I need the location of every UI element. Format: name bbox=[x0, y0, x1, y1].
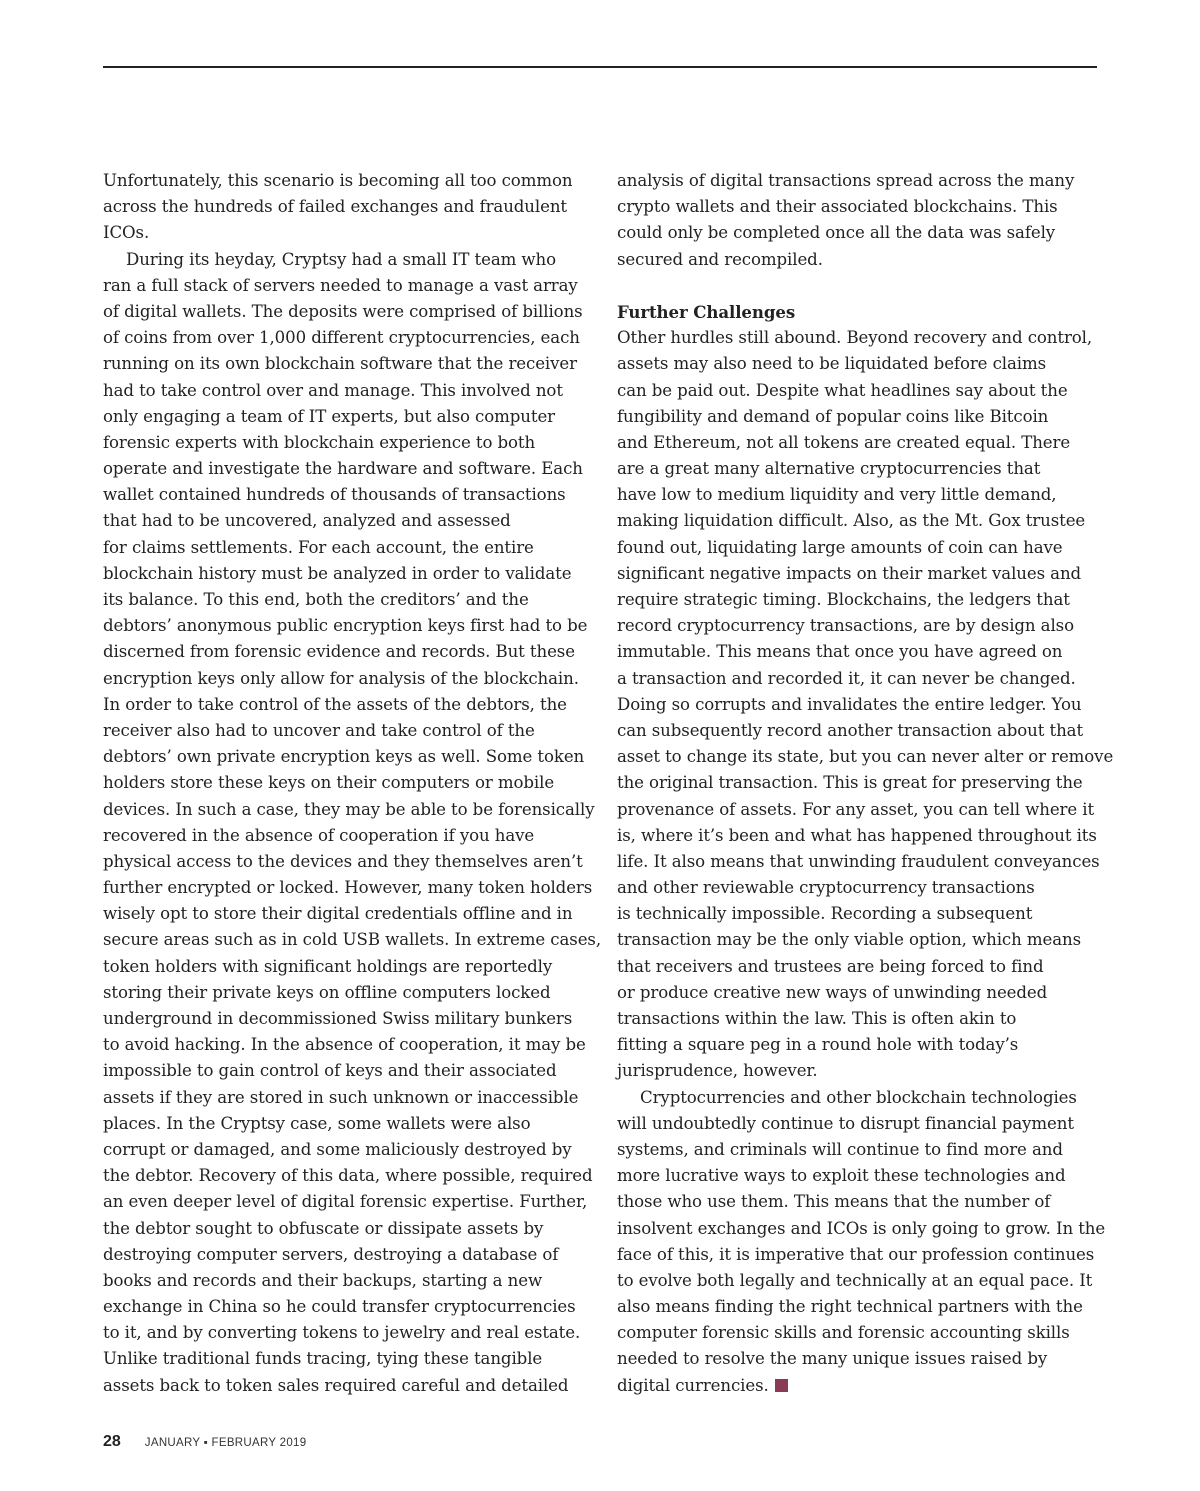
text-line: running on its own blockchain software that the receiver bbox=[103, 354, 577, 374]
text-line: can subsequently record another transaction about that bbox=[617, 720, 1084, 740]
text-line: assets may also need to be liquidated before claims bbox=[617, 354, 1047, 374]
text-line: Unfortunately, this scenario is becoming all too common bbox=[103, 171, 573, 190]
text-line: face of this, it is imperative that our profession continues bbox=[617, 1244, 1095, 1264]
text-line: exchange in China so he could transfer cryptocurrencies bbox=[103, 1297, 576, 1317]
page-footer bbox=[103, 1433, 306, 1451]
text-line: transaction may be the only viable option, which means bbox=[617, 930, 1082, 950]
text-line: debtors’ anonymous public encryption keys first had to be bbox=[103, 616, 588, 636]
text-line: secure areas such as in cold USB wallets. In extreme cases, bbox=[103, 930, 602, 950]
last-line bbox=[617, 1373, 1107, 1399]
text-line: digital currencies. bbox=[617, 1375, 769, 1395]
text-line: of digital wallets. The deposits were comprised of billions bbox=[103, 301, 583, 321]
text-line: life. It also means that unwinding fraudulent conveyances bbox=[617, 851, 1100, 871]
text-line: secured and recompiled. bbox=[617, 249, 823, 269]
paragraph-start: During its heyday, Cryptsy had a small IT team who bbox=[126, 249, 557, 269]
text-line: is technically impossible. Recording a subsequent bbox=[617, 904, 1033, 924]
text-line: recovered in the absence of cooperation if you have bbox=[103, 825, 535, 845]
text-line: a transaction and recorded it, it can never be changed. bbox=[617, 668, 1076, 688]
text-line: devices. In such a case, they may be able to be forensically bbox=[103, 799, 595, 819]
text-line: across the hundreds of failed exchanges and fraudulent bbox=[103, 197, 567, 217]
text-line: jurisprudence, however. bbox=[617, 1061, 818, 1081]
text-line: more lucrative ways to exploit these technologies and bbox=[617, 1166, 1066, 1186]
text-line: Unlike traditional funds tracing, tying these tangible bbox=[103, 1349, 543, 1369]
text-line: destroying computer servers, destroying a database of bbox=[103, 1244, 559, 1264]
text-line: underground in decommissioned Swiss military bunkers bbox=[103, 1009, 573, 1028]
right-column bbox=[617, 168, 1114, 1399]
text-line: its balance. To this end, both the creditors’ and the bbox=[103, 590, 529, 609]
text-line: significant negative impacts on their market values and bbox=[617, 563, 1082, 583]
text-line: wisely opt to store their digital credentials offline and in bbox=[103, 904, 573, 924]
text-line: are a great many alternative cryptocurrencies that bbox=[617, 459, 1041, 479]
text-line: insolvent exchanges and ICOs is only going to grow. In the bbox=[617, 1218, 1106, 1238]
text-line: could only be completed once all the data was safely bbox=[617, 223, 1056, 243]
text-line: receiver also had to uncover and take control of the bbox=[103, 720, 535, 740]
text-line: only engaging a team of IT experts, but also computer bbox=[103, 406, 556, 426]
text-line: the debtor. Recovery of this data, where possible, required bbox=[103, 1166, 593, 1186]
text-line: to avoid hacking. In the absence of cooperation, it may be bbox=[103, 1035, 586, 1055]
text-line: token holders with significant holdings are reportedly bbox=[103, 956, 553, 976]
text-line: blockchain history must be analyzed in order to validate bbox=[103, 563, 572, 583]
text-line: immutable. This means that once you have agreed on bbox=[617, 642, 1063, 662]
issue-date: JANUARY ▪ FEBRUARY 2019 bbox=[144, 1437, 307, 1449]
text-line: forensic experts with blockchain experience to both bbox=[103, 432, 536, 452]
text-line: debtors’ own private encryption keys as well. Some token bbox=[103, 747, 585, 767]
text-line: Other hurdles still abound. Beyond recovery and control, bbox=[617, 328, 1093, 348]
text-line: impossible to gain control of keys and their associated bbox=[103, 1061, 557, 1081]
text-line: will undoubtedly continue to disrupt financial payment bbox=[617, 1113, 1074, 1133]
text-line: the debtor sought to obfuscate or dissipate assets by bbox=[103, 1218, 544, 1238]
text-line: fungibility and demand of popular coins like Bitcoin bbox=[617, 406, 1049, 426]
text-line: the original transaction. This is great for preserving the bbox=[617, 773, 1083, 793]
text-line: physical access to the devices and they themselves aren’t bbox=[103, 851, 583, 871]
text-line: to it, and by converting tokens to jewelry and real estate. bbox=[103, 1323, 581, 1343]
page-number: 28 bbox=[103, 1433, 121, 1450]
text-line: further encrypted or locked. However, many token holders bbox=[103, 878, 593, 898]
text-line: transactions within the law. This is often akin to bbox=[617, 1009, 1017, 1028]
text-line: to evolve both legally and technically at an equal pace. It bbox=[617, 1270, 1093, 1290]
text-line: holders store these keys on their computers or mobile bbox=[103, 773, 555, 793]
text-line: that receivers and trustees are being forced to find bbox=[617, 956, 1044, 976]
left-column bbox=[103, 168, 602, 1399]
text-line: of coins from over 1,000 different cryptocurrencies, each bbox=[103, 328, 580, 348]
text-line: those who use them. This means that the number of bbox=[617, 1192, 1051, 1212]
text-line: corrupt or damaged, and some maliciously destroyed by bbox=[103, 1139, 572, 1159]
text-line: require strategic timing. Blockchains, the ledgers that bbox=[617, 590, 1070, 609]
text-line: also means finding the right technical partners with the bbox=[617, 1297, 1083, 1317]
text-line: have low to medium liquidity and very little demand, bbox=[617, 485, 1057, 505]
text-line: fitting a square peg in a round hole with today’s bbox=[617, 1035, 1019, 1055]
text-line: asset to change its state, but you can never alter or remove bbox=[617, 747, 1114, 767]
text-line: analysis of digital transactions spread across the many bbox=[617, 171, 1075, 190]
text-line: an even deeper level of digital forensic expertise. Further, bbox=[103, 1192, 588, 1212]
text-line: systems, and criminals will continue to find more and bbox=[617, 1139, 1063, 1159]
text-line: and other reviewable cryptocurrency transactions bbox=[617, 878, 1035, 898]
text-line: needed to resolve the many unique issues raised by bbox=[617, 1349, 1048, 1369]
text-line: Doing so corrupts and invalidates the entire ledger. You bbox=[617, 694, 1082, 714]
text-line: or produce creative new ways of unwinding needed bbox=[617, 982, 1048, 1002]
text-line: crypto wallets and their associated blockchains. This bbox=[617, 197, 1058, 217]
text-line: and Ethereum, not all tokens are created equal. There bbox=[617, 432, 1071, 452]
text-line: is, where it’s been and what has happened throughout its bbox=[617, 825, 1097, 845]
text-line: places. In the Cryptsy case, some wallets were also bbox=[103, 1113, 531, 1133]
section-heading: Further Challenges bbox=[617, 301, 796, 322]
text-line: ICOs. bbox=[103, 223, 150, 243]
text-line: In order to take control of the assets of the debtors, the bbox=[103, 694, 567, 714]
paragraph-gap bbox=[617, 273, 1107, 299]
text-line: books and records and their backups, starting a new bbox=[103, 1270, 543, 1290]
text-line: encryption keys only allow for analysis of the blockchain. bbox=[103, 668, 579, 688]
text-line: assets back to token sales required careful and detailed bbox=[103, 1375, 569, 1395]
text-line: provenance of assets. For any asset, you can tell where it bbox=[617, 799, 1095, 819]
text-line: storing their private keys on offline computers locked bbox=[103, 982, 551, 1002]
text-line: can be paid out. Despite what headlines say about the bbox=[617, 380, 1068, 400]
text-line: found out, liquidating large amounts of coin can have bbox=[617, 537, 1063, 557]
text-line: had to take control over and manage. This involved not bbox=[103, 380, 563, 400]
text-line: assets if they are stored in such unknown or inaccessible bbox=[103, 1087, 579, 1107]
top-rule bbox=[103, 66, 1097, 68]
text-line: wallet contained hundreds of thousands of transactions bbox=[103, 485, 566, 505]
text-line: making liquidation difficult. Also, as the Mt. Gox trustee bbox=[617, 511, 1086, 531]
text-line: operate and investigate the hardware and software. Each bbox=[103, 459, 583, 479]
text-line: that had to be uncovered, analyzed and assessed bbox=[103, 511, 511, 531]
text-line: computer forensic skills and forensic accounting skills bbox=[617, 1323, 1070, 1343]
text-line: for claims settlements. For each account, the entire bbox=[103, 537, 534, 557]
text-line: ran a full stack of servers needed to manage a vast array bbox=[103, 275, 578, 295]
paragraph-start: Cryptocurrencies and other blockchain technologies bbox=[640, 1087, 1077, 1107]
text-line: record cryptocurrency transactions, are by design also bbox=[617, 616, 1074, 636]
end-of-article-mark bbox=[775, 1379, 788, 1392]
text-line: discerned from forensic evidence and records. But these bbox=[103, 642, 575, 662]
